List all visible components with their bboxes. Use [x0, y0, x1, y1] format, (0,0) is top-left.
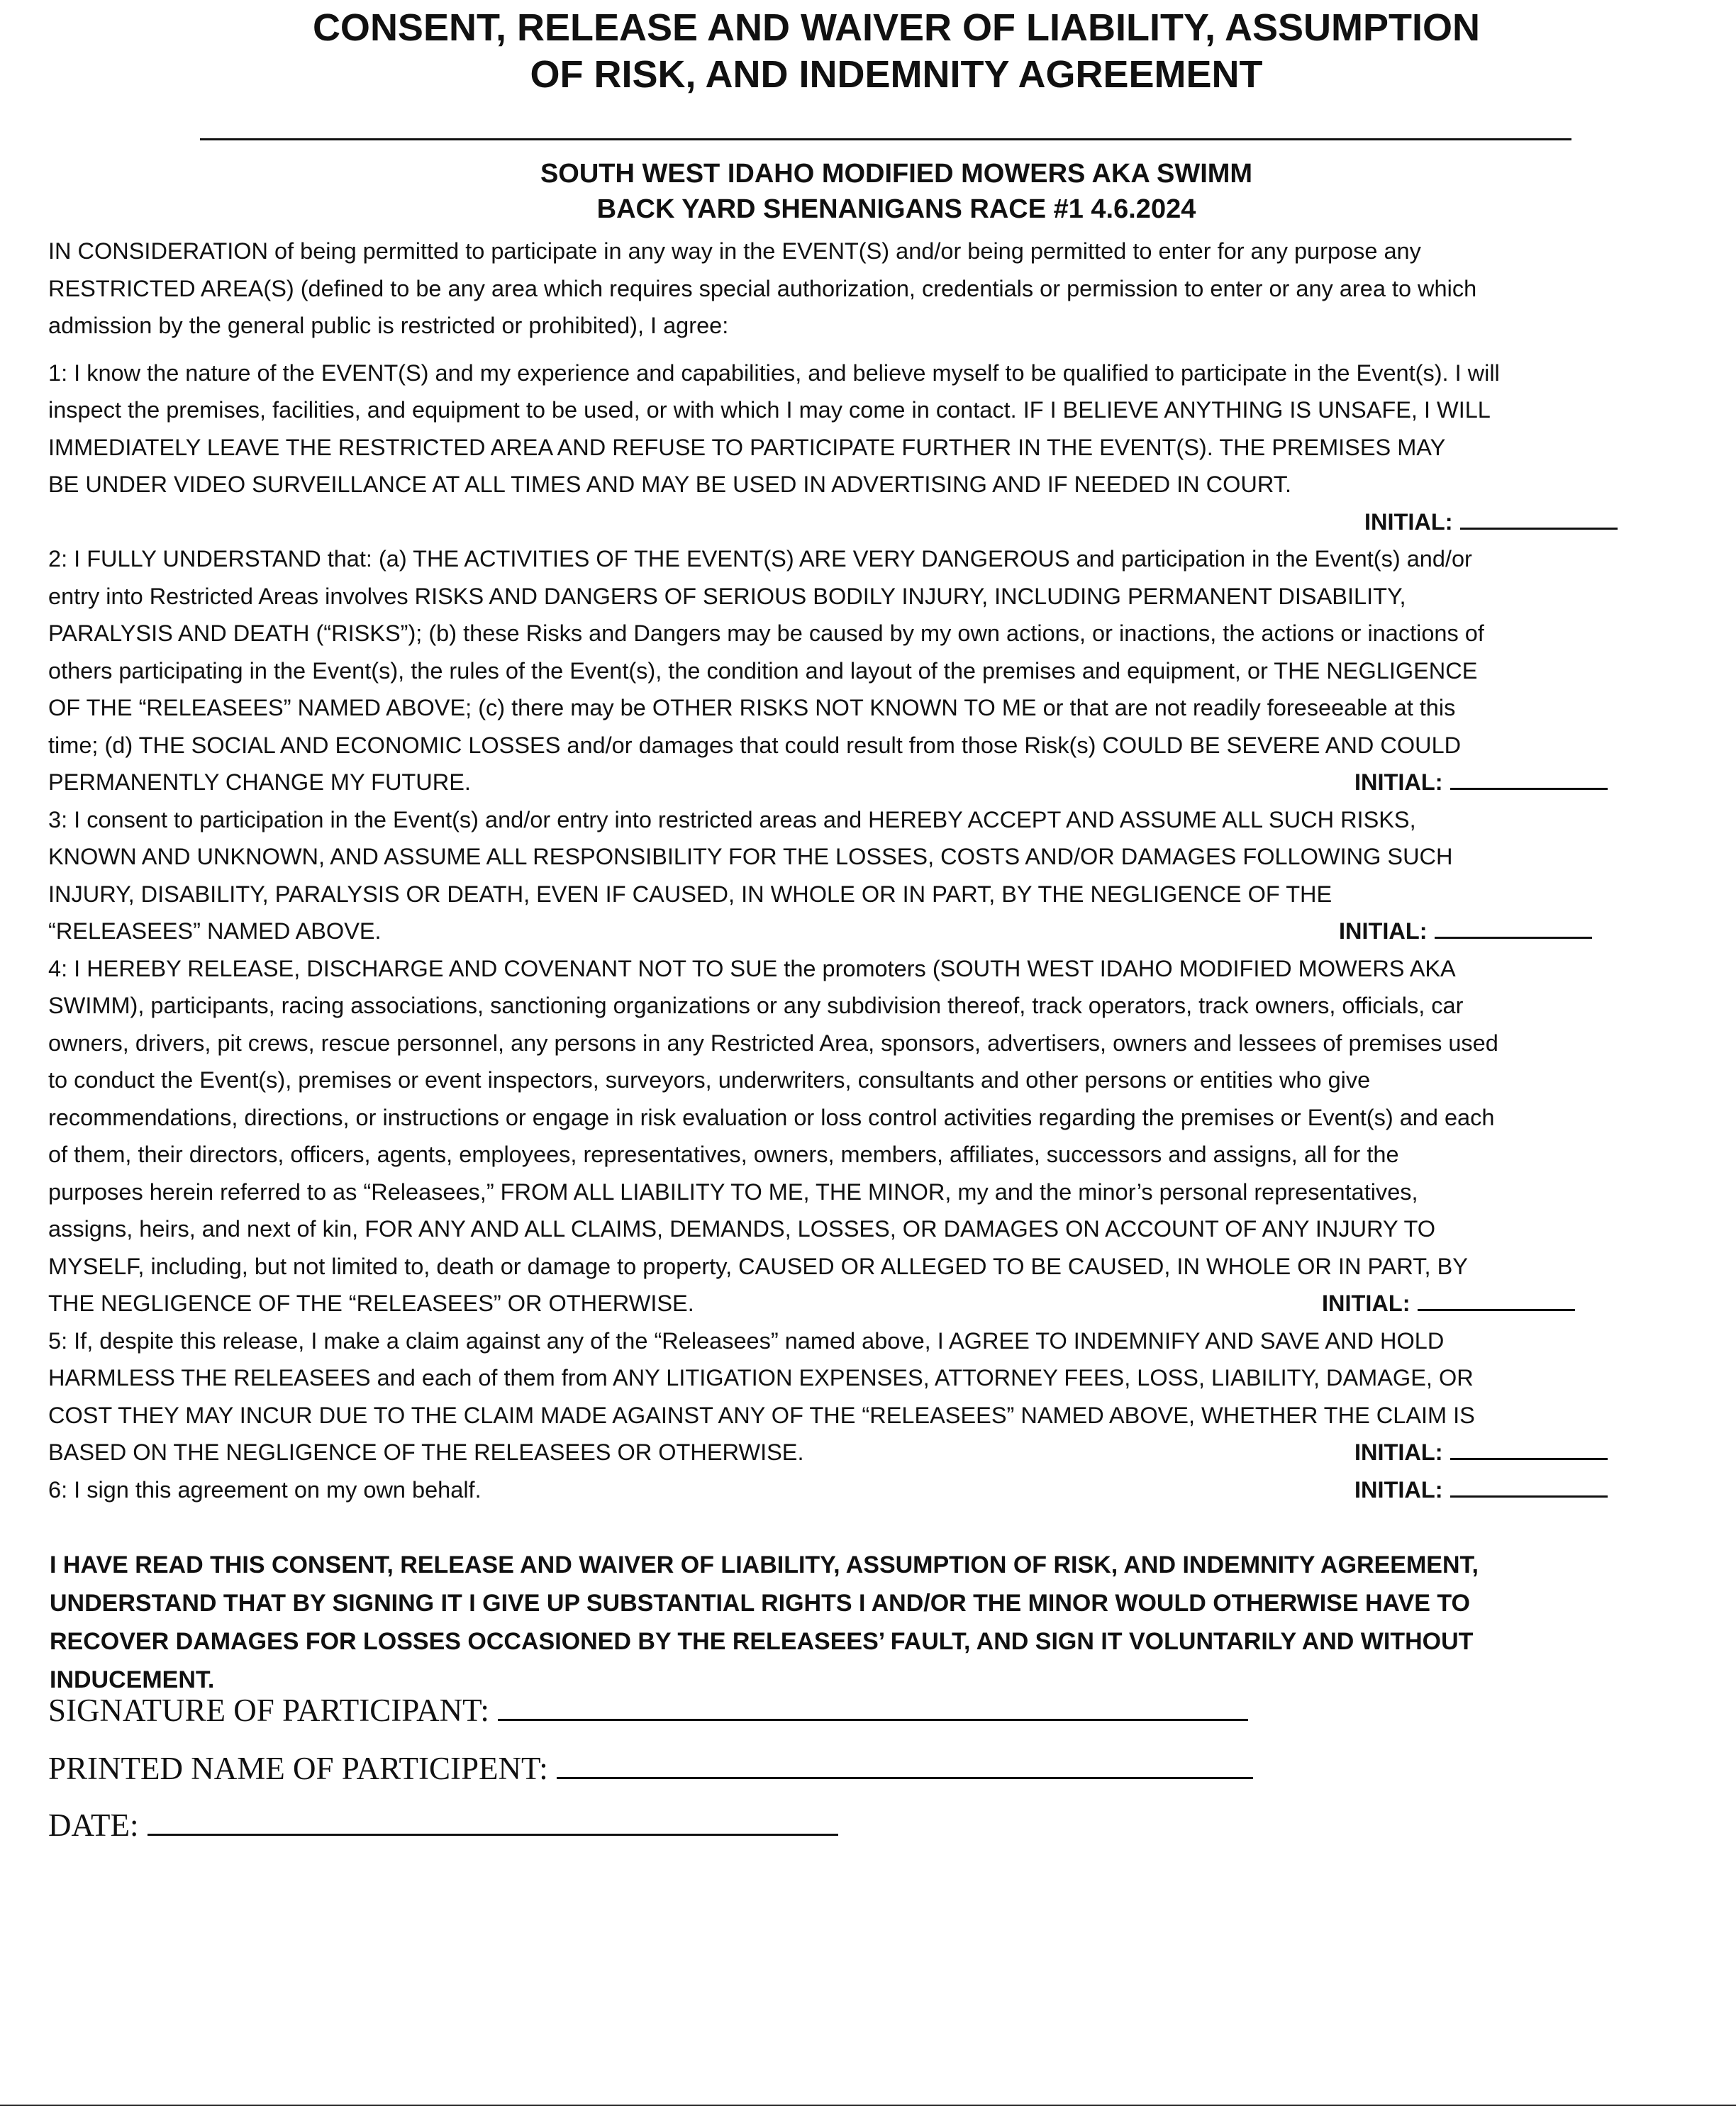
- signature-line[interactable]: [498, 1690, 1248, 1721]
- initial-label: INITIAL:: [1354, 1439, 1443, 1465]
- clause-line: “RELEASEES” NAMED ABOVE.: [48, 918, 382, 944]
- title-line-2: OF RISK, AND INDEMNITY AGREEMENT: [530, 53, 1263, 96]
- initial-blank[interactable]: [1435, 913, 1592, 939]
- initial-field-5[interactable]: [1354, 1434, 1608, 1471]
- clause-2: [48, 540, 1729, 801]
- clause-5: [48, 1322, 1729, 1471]
- initial-label: INITIAL:: [1322, 1291, 1410, 1316]
- signature-field[interactable]: [48, 1690, 1248, 1729]
- clause-line: purposes herein referred to as “Releasees,” FROM ALL LIABILITY TO ME, THE MINOR, my and the minor’s personal representatives,: [48, 1178, 1418, 1205]
- clause-line: inspect the premises, facilities, and equipment to be used, or with which I may come in contact. IF I BELIEVE ANYTHING IS UNSAFE, I WILL: [48, 397, 1491, 423]
- clause-line: time; (d) THE SOCIAL AND ECONOMIC LOSSES and/or damages that could result from those Risk(s) COULD BE SEVERE AND COULD: [48, 732, 1462, 758]
- clause-line: 2: I FULLY UNDERSTAND that: (a) THE ACTIVITIES OF THE EVENT(S) ARE VERY DANGEROUS and participation in the Event(s) and/or: [48, 546, 1472, 572]
- clause-1: [48, 355, 1729, 541]
- initial-label: INITIAL:: [1339, 918, 1428, 944]
- printed-name-label: PRINTED NAME OF PARTICIPENT:: [48, 1751, 548, 1786]
- intro-line: IN CONSIDERATION of being permitted to participate in any way in the EVENT(S) and/or being permitted to enter for any purpose any: [48, 238, 1421, 264]
- acknowledgement-line: UNDERSTAND THAT BY SIGNING IT I GIVE UP SUBSTANTIAL RIGHTS I AND/OR THE MINOR WOULD OTHERWISE HAVE TO: [50, 1590, 1470, 1617]
- title-divider: [200, 138, 1571, 140]
- date-field[interactable]: [48, 1805, 838, 1844]
- clause-line: 1: I know the nature of the EVENT(S) and my experience and capabilities, and believe myself to be qualified to participate in the Event(s). I will: [48, 360, 1500, 386]
- event-name: BACK YARD SHENANIGANS RACE #1 4.6.2024: [596, 194, 1196, 224]
- date-label: DATE:: [48, 1807, 139, 1843]
- intro-line: RESTRICTED AREA(S) (defined to be any area which requires special authorization, credentials or permission to enter or any area to which: [48, 275, 1477, 301]
- clause-line: to conduct the Event(s), premises or event inspectors, surveyors, underwriters, consultants and other persons or entities who give: [48, 1067, 1371, 1093]
- clause-line: THE NEGLIGENCE OF THE “RELEASEES” OR OTHERWISE.: [48, 1291, 694, 1316]
- initial-label: INITIAL:: [1354, 1476, 1443, 1503]
- initial-blank[interactable]: [1460, 503, 1618, 530]
- title-line-1: CONSENT, RELEASE AND WAIVER OF LIABILITY, ASSUMPTION: [312, 6, 1481, 49]
- initial-field-1[interactable]: [1364, 503, 1618, 541]
- clause-line: entry into Restricted Areas involves RISKS AND DANGERS OF SERIOUS BODILY INJURY, INCLUDING PERMANENT DISABILITY,: [48, 583, 1406, 609]
- initial-field-6[interactable]: [1354, 1471, 1608, 1509]
- bottom-edge-rule: [0, 2105, 1736, 2106]
- acknowledgement-line: I HAVE READ THIS CONSENT, RELEASE AND WAIVER OF LIABILITY, ASSUMPTION OF RISK, AND INDEMNITY AGREEMENT,: [50, 1551, 1479, 1578]
- initial-field-3[interactable]: [1339, 913, 1592, 950]
- clause-line: 5: If, despite this release, I make a claim against any of the “Releasees” named above, I AGREE TO INDEMNIFY AND SAVE AND HOLD: [48, 1327, 1445, 1354]
- clause-line: 3: I consent to participation in the Event(s) and/or entry into restricted areas and HEREBY ACCEPT AND ASSUME ALL SUCH RISKS,: [48, 806, 1416, 832]
- initial-blank[interactable]: [1450, 1471, 1608, 1498]
- clause-line: INJURY, DISABILITY, PARALYSIS OR DEATH, EVEN IF CAUSED, IN WHOLE OR IN PART, BY THE NEGLIGENCE OF THE: [48, 881, 1332, 907]
- initial-field-2[interactable]: [1354, 764, 1608, 801]
- clause-3: [48, 801, 1729, 950]
- clause-line: of them, their directors, officers, agents, employees, representatives, owners, members, affiliates, successors and assigns, all for the: [48, 1142, 1399, 1167]
- clause-line: IMMEDIATELY LEAVE THE RESTRICTED AREA AND REFUSE TO PARTICIPATE FURTHER IN THE EVENT(S). THE PREMISES MAY: [48, 434, 1446, 460]
- clause-line: SWIMM), participants, racing associations, sanctioning organizations or any subdivision thereof, track operators, track owners, officials, car: [48, 993, 1464, 1018]
- clause-line: OF THE “RELEASEES” NAMED ABOVE; (c) there may be OTHER RISKS NOT KNOWN TO ME or that are not readily foreseeable at this: [48, 695, 1456, 720]
- initial-label: INITIAL:: [1354, 769, 1443, 795]
- clause-line: KNOWN AND UNKNOWN, AND ASSUME ALL RESPONSIBILITY FOR THE LOSSES, COSTS AND/OR DAMAGES FOLLOWING SUCH: [48, 844, 1453, 869]
- clause-line: COST THEY MAY INCUR DUE TO THE CLAIM MADE AGAINST ANY OF THE “RELEASEES” NAMED ABOVE, WHETHER THE CLAIM IS: [48, 1402, 1475, 1428]
- initial-field-4[interactable]: [1322, 1285, 1575, 1322]
- initial-blank[interactable]: [1450, 1434, 1608, 1460]
- document-title: [0, 4, 1736, 98]
- organization-name: SOUTH WEST IDAHO MODIFIED MOWERS AKA SWIMM: [540, 159, 1253, 189]
- agreement-body: [48, 233, 1729, 1508]
- printed-name-field[interactable]: [48, 1749, 1253, 1787]
- clause-line: 6: I sign this agreement on my own behalf.: [48, 1476, 482, 1503]
- acknowledgement-statement: [50, 1546, 1709, 1699]
- printed-name-line[interactable]: [557, 1749, 1253, 1779]
- clause-line: BE UNDER VIDEO SURVEILLANCE AT ALL TIMES AND MAY BE USED IN ADVERTISING AND IF NEEDED IN COURT.: [48, 472, 1292, 497]
- clause-line: PERMANENTLY CHANGE MY FUTURE.: [48, 769, 471, 795]
- intro-paragraph: [48, 233, 1729, 345]
- signature-label: SIGNATURE OF PARTICIPANT:: [48, 1693, 489, 1728]
- clause-4: [48, 950, 1729, 1322]
- clause-line: owners, drivers, pit crews, rescue personnel, any persons in any Restricted Area, sponsors, advertisers, owners and lessees of premises used: [48, 1030, 1498, 1056]
- clause-line: 4: I HEREBY RELEASE, DISCHARGE AND COVENANT NOT TO SUE the promoters (SOUTH WEST IDAHO MODIFIED MOWERS AKA: [48, 955, 1456, 981]
- clause-line: PARALYSIS AND DEATH (“RISKS”); (b) these Risks and Dangers may be caused by my own actions, or inactions, the actions or inactions of: [48, 620, 1484, 646]
- acknowledgement-line: RECOVER DAMAGES FOR LOSSES OCCASIONED BY THE RELEASEES’ FAULT, AND SIGN IT VOLUNTARILY AND WITHOUT: [50, 1628, 1474, 1655]
- date-line[interactable]: [148, 1805, 838, 1836]
- clause-line: recommendations, directions, or instructions or engage in risk evaluation or loss control activities regarding the premises or Event(s) and each: [48, 1104, 1495, 1130]
- initial-blank[interactable]: [1450, 764, 1608, 790]
- initial-label: INITIAL:: [1364, 508, 1453, 535]
- clause-line: BASED ON THE NEGLIGENCE OF THE RELEASEES OR OTHERWISE.: [48, 1439, 804, 1465]
- clause-6: [48, 1471, 1729, 1509]
- clause-line: MYSELF, including, but not limited to, death or damage to property, CAUSED OR ALLEGED TO BE CAUSED, IN WHOLE OR IN PART, BY: [48, 1253, 1468, 1279]
- clause-line: assigns, heirs, and next of kin, FOR ANY AND ALL CLAIMS, DEMANDS, LOSSES, OR DAMAGES ON ACCOUNT OF ANY INJURY TO: [48, 1216, 1436, 1242]
- event-heading: [0, 156, 1736, 227]
- clause-line: HARMLESS THE RELEASEES and each of them from ANY LITIGATION EXPENSES, ATTORNEY FEES, LOSS, LIABILITY, DAMAGE, OR: [48, 1365, 1474, 1391]
- acknowledgement-line: INDUCEMENT.: [50, 1666, 215, 1693]
- intro-line: admission by the general public is restricted or prohibited), I agree:: [48, 313, 729, 338]
- clause-line: others participating in the Event(s), the rules of the Event(s), the condition and layout of the premises and equipment, or THE NEGLIGENCE: [48, 657, 1478, 684]
- initial-blank[interactable]: [1418, 1285, 1575, 1311]
